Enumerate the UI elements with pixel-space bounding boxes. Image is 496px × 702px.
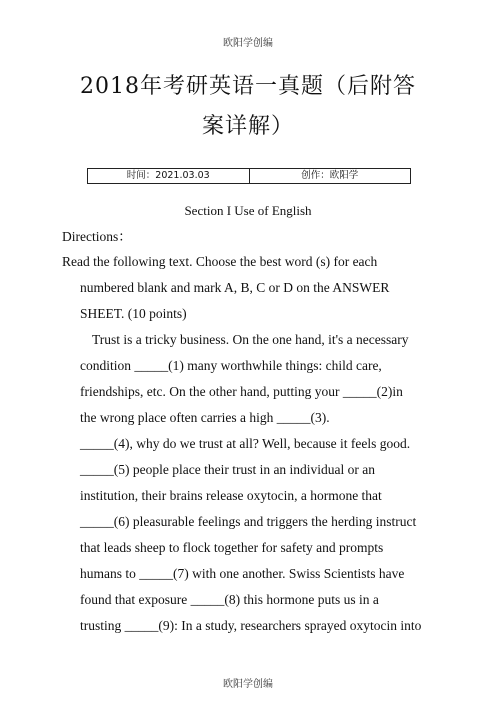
section-title: Section I Use of English <box>184 203 312 218</box>
paragraph-line: _____(6) pleasurable feelings and triggers the herding instruct <box>80 514 417 529</box>
paragraph-line: _____(4), why do we trust at all? Well, because it feels good. <box>80 436 411 451</box>
paragraph-line: numbered blank and mark A, B, C or D on the ANSWER <box>80 280 390 295</box>
paragraph-line: friendships, etc. On the other hand, putting your _____(2)in <box>80 384 403 399</box>
document-title-line-1: 2018年考研英语一真题（后附答 <box>80 74 416 99</box>
paragraph-line: Read the following text. Choose the best word (s) for each <box>62 254 378 269</box>
meta-time: 时间：2021.03.03 <box>126 170 210 181</box>
header-watermark: 欧阳学创编 <box>223 38 273 49</box>
paragraph-line: _____(5) people place their trust in an individual or an <box>80 462 376 477</box>
paragraph-line: that leads sheep to flock together for safety and prompts <box>80 540 384 555</box>
paragraph-line: Trust is a tricky business. On the one hand, it's a necessary <box>92 332 409 347</box>
meta-info-table <box>87 168 411 184</box>
directions-label: Directions： <box>62 229 132 244</box>
paragraph-line: SHEET. (10 points) <box>80 306 187 321</box>
paragraph-line: humans to _____(7) with one another. Swiss Scientists have <box>80 566 405 581</box>
paragraph-line: institution, their brains release oxytocin, a hormone that <box>80 488 382 503</box>
paragraph-line: the wrong place often carries a high _____(3). <box>80 410 330 425</box>
paragraph-line: condition _____(1) many worthwhile things: child care, <box>80 358 382 373</box>
footer-watermark: 欧阳学创编 <box>223 679 273 690</box>
paragraph-line: found that exposure _____(8) this hormone puts us in a <box>80 592 379 607</box>
document-title-line-2: 案详解） <box>201 114 294 139</box>
meta-author: 创作：欧阳学 <box>249 169 411 183</box>
paragraph-line: trusting _____(9): In a study, researchers sprayed oxytocin into <box>80 618 422 633</box>
